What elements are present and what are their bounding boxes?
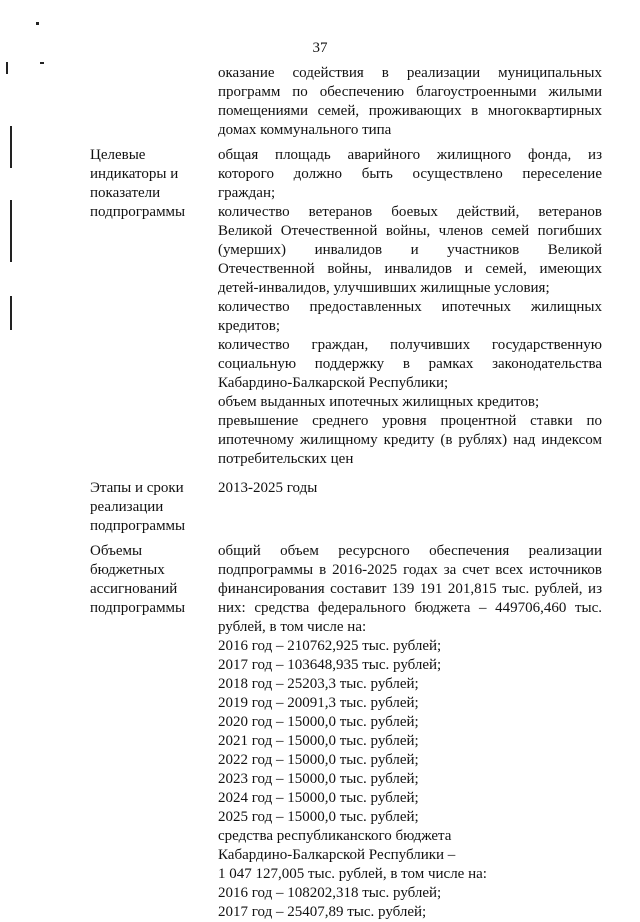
label-line: подпрограммы	[90, 518, 186, 534]
row-body	[218, 479, 602, 498]
body-line: потребительских цен	[218, 451, 354, 467]
body-line: 2023 год – 15000,0 тыс. рублей;	[218, 771, 419, 787]
row-body	[218, 64, 602, 140]
body-line: социальную поддержку в рамках законодательства	[218, 356, 602, 372]
body-line: них: средства федерального бюджета – 449706,460 тыс.	[218, 600, 602, 616]
body-line: 2013-2025 годы	[218, 480, 318, 496]
body-line: средства республиканского бюджета	[218, 828, 452, 844]
label-line: ассигнований	[90, 581, 178, 597]
label-line: подпрограммы	[90, 600, 186, 616]
body-line: количество ветеранов боевых действий, ветеранов	[218, 204, 602, 220]
passport-table	[90, 64, 602, 922]
body-line: Кабардино-Балкарской Республики;	[218, 375, 449, 391]
label-line: реализации	[90, 499, 164, 515]
row-target-indicators	[90, 146, 602, 469]
row-continuation	[90, 64, 602, 140]
body-line: 2016 год – 210762,925 тыс. рублей;	[218, 638, 442, 654]
body-line: которого должно быть осуществлено переселение	[218, 166, 602, 182]
row-stages-and-terms	[90, 479, 602, 536]
row-body	[218, 542, 602, 922]
body-line: 2022 год – 15000,0 тыс. рублей;	[218, 752, 419, 768]
scan-mark	[40, 62, 44, 64]
body-line: объем выданных ипотечных жилищных кредитов;	[218, 394, 540, 410]
body-line: 2025 год – 15000,0 тыс. рублей;	[218, 809, 419, 825]
body-line: Великой Отечественной войны, членов семей погибших	[218, 223, 602, 239]
scan-mark	[6, 62, 8, 74]
body-line: рублей, в том числе на:	[218, 619, 367, 635]
page-number: 37	[312, 40, 328, 56]
body-line: программ по обеспечению благоустроенными жилыми	[218, 84, 602, 100]
body-line: 2017 год – 25407,89 тыс. рублей;	[218, 904, 427, 920]
body-line: оказание содействия в реализации муниципальных	[218, 65, 602, 81]
scan-mark	[36, 22, 39, 25]
body-line: общий объем ресурсного обеспечения реализации	[218, 543, 602, 559]
row-label	[90, 542, 218, 618]
label-line: подпрограммы	[90, 204, 186, 220]
row-label	[90, 479, 218, 536]
row-body	[218, 146, 602, 469]
row-label	[90, 146, 218, 222]
body-line: общая площадь аварийного жилищного фонда, из	[218, 147, 602, 163]
body-line: помещениями семей, проживающих в многоквартирных	[218, 103, 602, 119]
label-line: индикаторы и	[90, 166, 179, 182]
body-line: финансирования составит 139 191 201,815 тыс. рублей, из	[218, 581, 602, 597]
scan-mark	[10, 200, 12, 262]
body-line: 1 047 127,005 тыс. рублей, в том числе на:	[218, 866, 487, 882]
body-line: кредитов;	[218, 318, 281, 334]
body-line: подпрограммы в 2016-2025 годах за счет всех источников	[218, 562, 602, 578]
body-line: 2019 год – 20091,3 тыс. рублей;	[218, 695, 419, 711]
scan-mark	[10, 126, 12, 168]
body-line: количество граждан, получивших государственную	[218, 337, 602, 353]
body-line: превышение среднего уровня процентной ставки по	[218, 413, 602, 429]
body-line: домах коммунального типа	[218, 122, 392, 138]
body-line: Отечественной войны, инвалидов и семей, имеющих	[218, 261, 602, 277]
label-line: бюджетных	[90, 562, 165, 578]
label-line: показатели	[90, 185, 161, 201]
body-line: Кабардино-Балкарской Республики –	[218, 847, 456, 863]
body-line: (умерших) инвалидов и участников Великой	[218, 242, 602, 258]
row-budget-allocations	[90, 542, 602, 922]
label-line: Этапы и сроки	[90, 480, 184, 496]
body-line: 2020 год – 15000,0 тыс. рублей;	[218, 714, 419, 730]
body-line: 2021 год – 15000,0 тыс. рублей;	[218, 733, 419, 749]
body-line: ипотечному жилищному кредиту (в рублях) над индексом	[218, 432, 602, 448]
label-line: Объемы	[90, 543, 143, 559]
body-line: детей-инвалидов, улучшивших жилищные условия;	[218, 280, 550, 296]
body-line: 2016 год – 108202,318 тыс. рублей;	[218, 885, 442, 901]
body-line: количество предоставленных ипотечных жилищных	[218, 299, 602, 315]
label-line: Целевые	[90, 147, 146, 163]
body-line: 2018 год – 25203,3 тыс. рублей;	[218, 676, 419, 692]
scan-mark	[10, 296, 12, 330]
body-line: граждан;	[218, 185, 276, 201]
body-line: 2017 год – 103648,935 тыс. рублей;	[218, 657, 442, 673]
body-line: 2024 год – 15000,0 тыс. рублей;	[218, 790, 419, 806]
